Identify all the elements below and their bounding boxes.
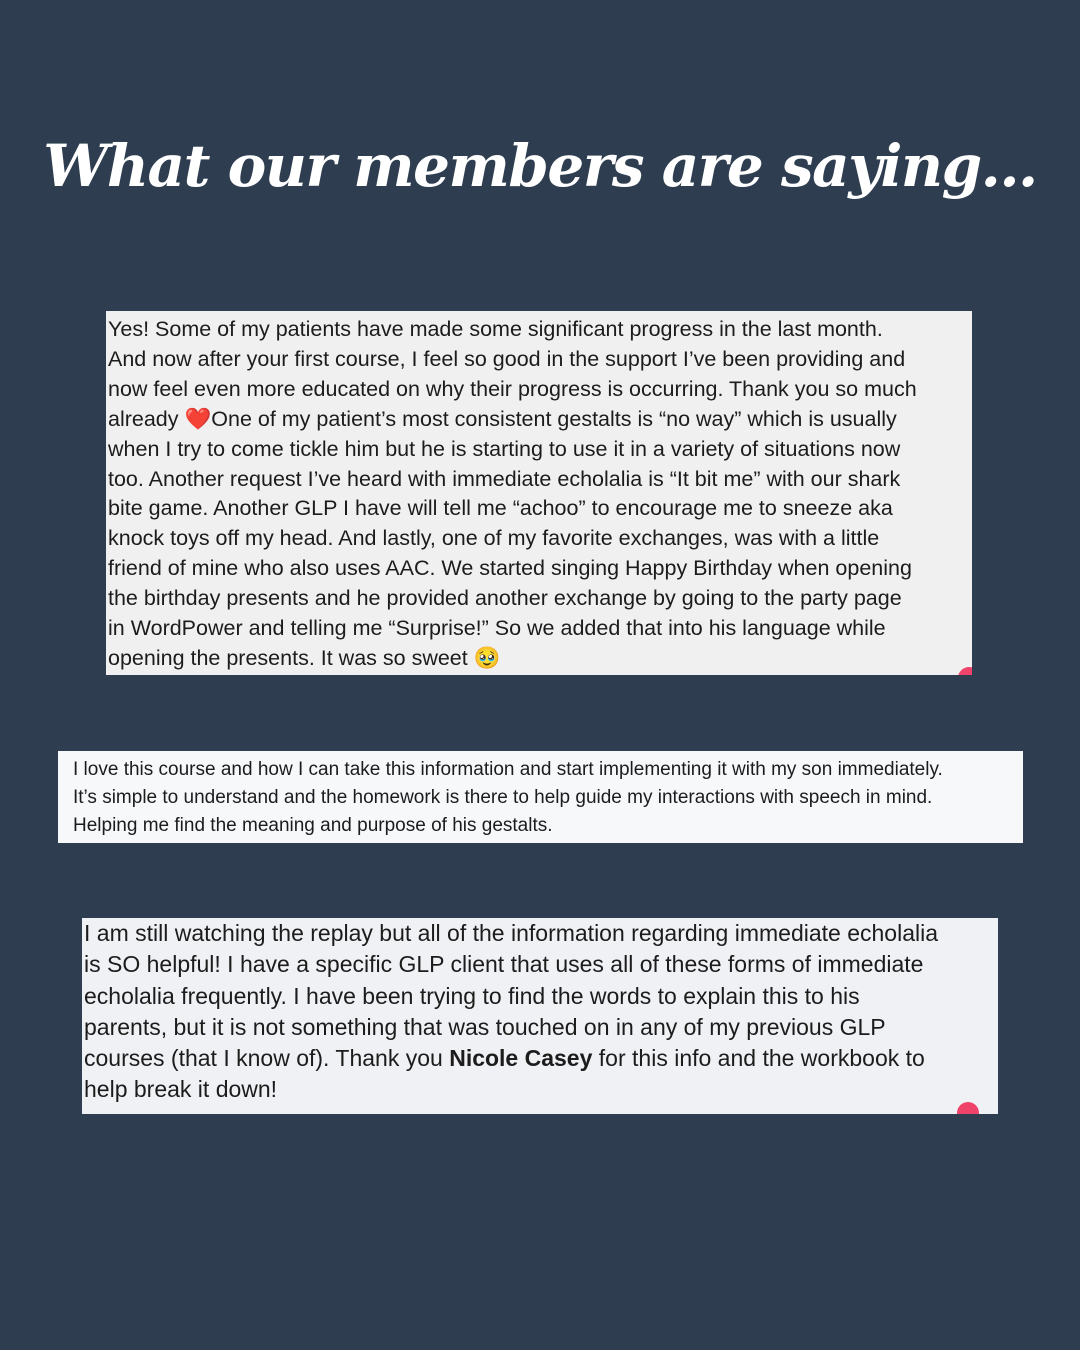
text-line: parents, but it is not something that was touched on in any of my previous GLP xyxy=(84,1013,886,1040)
text-line: already ❤️One of my patient’s most consistent gestalts is “no way” which is usually xyxy=(108,406,897,431)
text-line: too. Another request I’ve heard with immediate echolalia is “It bit me” with our shark xyxy=(108,466,901,491)
text-line: in WordPower and telling me “Surprise!” So we added that into his language while xyxy=(108,616,886,641)
testimonial-card-1 xyxy=(106,311,972,675)
text-line: friend of mine who also uses AAC. We started singing Happy Birthday when opening xyxy=(108,556,912,581)
text-line xyxy=(84,1043,998,1074)
page-title: What our members are saying... xyxy=(43,132,1037,200)
testimonial-card-2 xyxy=(58,751,1023,843)
text-line: It’s simple to understand and the homework is there to help guide my interactions with speech in mind. xyxy=(73,787,933,808)
text-line: And now after your first course, I feel so good in the support I’ve been providing and xyxy=(108,346,906,371)
text-line: bite game. Another GLP I have will tell me “achoo” to encourage me to sneeze aka xyxy=(108,496,893,521)
text-line: Yes! Some of my patients have made some significant progress in the last month. xyxy=(108,317,883,341)
text-segment: courses (that I know of). Thank you xyxy=(84,1045,450,1072)
text-line: I love this course and how I can take this information and start implementing it with my son immediately. xyxy=(73,759,943,780)
text-line: help break it down! xyxy=(84,1076,278,1103)
text-line: I am still watching the replay but all of the information regarding immediate echolalia xyxy=(84,920,938,946)
mention-nicole-casey[interactable]: Nicole Casey xyxy=(449,1045,593,1072)
text-segment: for this info and the workbook to xyxy=(592,1045,925,1072)
testimonial-card-3 xyxy=(82,918,998,1114)
text-line: opening the presents. It was so sweet 🥹 xyxy=(108,645,501,670)
text-line: Helping me find the meaning and purpose of his gestalts. xyxy=(73,815,553,836)
text-line: the birthday presents and he provided another exchange by going to the party page xyxy=(108,586,902,611)
text-line: is SO helpful! I have a specific GLP client that uses all of these forms of immediate xyxy=(84,951,924,978)
text-line: now feel even more educated on why their progress is occurring. Thank you so much xyxy=(108,376,917,401)
text-line: when I try to come tickle him but he is starting to use it in a variety of situations now xyxy=(108,436,901,461)
text-line: knock toys off my head. And lastly, one of my favorite exchanges, was with a little xyxy=(108,526,880,551)
text-line: echolalia frequently. I have been trying to find the words to explain this to his xyxy=(84,982,860,1009)
